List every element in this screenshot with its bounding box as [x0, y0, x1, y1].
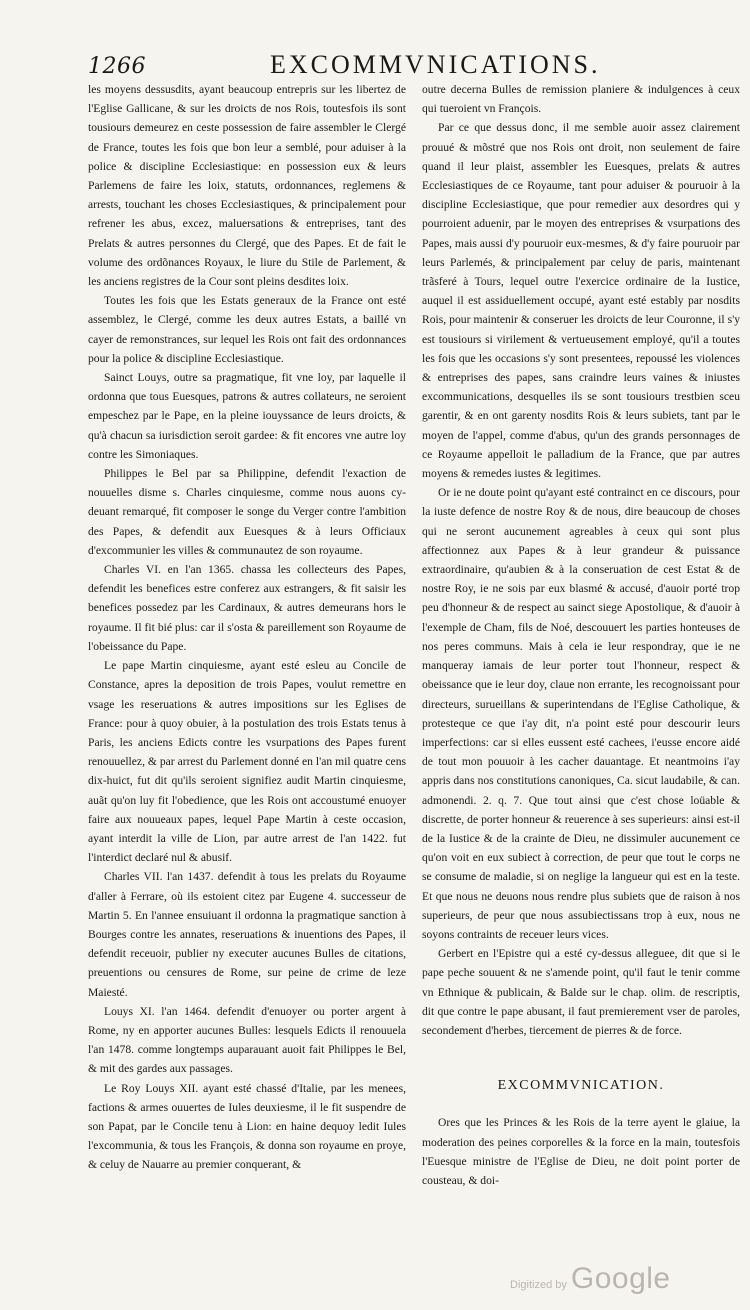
paragraph: Louys XI. l'an 1464. defendit d'enuoyer ou porter argent à Rome, ny en apporter aucunes Bulles: lesquels Edicts il renouuela l'an 1478. comme longtemps auparauant auoit fait Philippes le Bel, & mit des gardes aux passages.: [88, 1004, 406, 1076]
paragraph: outre decerna Bulles de remission planiere & indulgences à ceux qui tueroient vn François.: [422, 83, 740, 116]
section-heading: EXCOMMVNICATION.: [497, 1078, 665, 1094]
paragraph: Or ie ne doute point qu'ayant esté contrainct en ce discours, pour la iuste defence de nostre Roy & de nous, dire beaucoup de choses qui ne seront aucunement agreables à ceux qui sont plus affectionnez aux Papes & à leur grandeur & puissance extraordinaire, qu'aubien & à la conseruation de cest Estat & de nostre Roy, ie ne sois par eux blasmé & accusé, d'auoir porté trop peu d'honneur & de respect au sainct siege Apostolique, & d'auoir à l'exemple de Cham, fils de Noé, descouuert les parties honteuses de nos peres communs. Mais à cela ie leur respondray, que ie ne manqueray iamais de leur porter tout l'honneur, respect & obeissance que ie leur doy, claue non errante, les recognoissant pour directeurs, surueillans & superintendans de l'Eglise Catholique, & protesteque ce que i'ay dit, n'a point esté pour descourir leurs imperfections: car si elles eussent esté cachees, i'eusse encore aidé de tout mon pouuoir à les cacher dauantage. Et neantmoins i'ay appris dans nos constitutions canoniques, Ca. sicut laudabile, & can. admonendi. 2. q. 7. Que tout ainsi que c'est chose loüable & discrette, de porter honneur & reuerence à ses superieurs: ainsi est-il de la Iustice & de la crainte de Dieu, ne dissimuler aucunement ce qu'on voit en eux subiect à correction, de peur que tout le corps ne se consume de maladie, si on neglige la langueur qui est en la teste. Et que nous ne deuons nous rendre plus subiets que de raison à nos superieurs, de peur que nous assubiectissans trop à eux, nous ne soyons contraints de receuer leurs vices.: [422, 486, 740, 941]
paragraph: Par ce que dessus donc, il me semble auoir assez clairement prouué & mõstré que nos Rois ont droit, non seulement de faire quand il leur plaist, assembler les Euesques, prelats & autres Ecclesiastiques de ce Royaume, tant pour aduiser & pouruoir à la discipline Ecclesiastique, que pour remedier aux desordres qui y pourroient aduenir, par le moyen des entreprises & vsurpations des Papes, mais aussi d'y pouruoir eux-mesmes, & d'y faire pouruoir par leurs Parlemés, & principalement par celuy de paris, maintenant trãsferé à Tours, lequel outre l'exercice ordinaire de la Iustice, auquel il est assiduellement occupé, ayant esté estably par nosdits Rois, pour maintenir & conseruer les droicts de leur Couronne, il s'y est tousiours si virilement & vertueusement employé, qu'il a toutes les fois que les occasions s'y sont presentees, repoussé les violences & entreprises des papes, sans craindre leurs vaines & iniustes excommunications, desquelles ils se sont tousiours trestbien sceu garentir, & en ont garenty nosdits Rois & leurs subiets, tant par le moyen de l'appel, comme d'abus, qu'un des grands personnages de ce Royaume appelloit le palladium de la France, que par autres moyens & remedes iustes & legitimes.: [422, 121, 740, 481]
paragraph: Philippes le Bel par sa Philippine, defendit l'exaction de nouuelles disme s. Charles cinquiesme, comme nous auons cy-deuant remarqué, fit composer le songe du Verger contre l'ambition des Papes, & defendit aux Euesques & à leurs Officiaux d'excommunier les villes & communautez de son royaume.: [88, 467, 406, 557]
paragraph: les moyens dessusdits, ayant beaucoup entrepris sur les libertez de l'Eglise Gallicane, & sur les droicts de nos Rois, toutesfois ils sont tousiours demeurez en ceste possession de faire assembler le Clergé de France, toutes les fois que bon leur a semblé, pour aduiser à la police & discipline Ecclesiastique: en possession eux & leurs Parlemens de faire les loix, statuts, ordonnances, reglemens & arrests, touchant les choses Ecclesiastiques, & principalement pour refrener les abus, excez, maluersations & entreprises, tant des Prelats & autres personnes du Clergé, que des Papes. Et de fait le volume des ordõnances Royaux, le liure du Stile de Parlement, & les anciens registres de la Cour sont pleins desdites loix.: [88, 83, 406, 289]
paragraph: Ores que les Princes & les Rois de la terre ayent le glaiue, la moderation des peines corporelles & la force en la main, toutesfois l'Euesque ministre de l'Eglise de Dieu, ne doit point porter de cousteau, & doi-: [422, 1116, 740, 1187]
paragraph: Toutes les fois que les Estats generaux de la France ont esté assemblez, le Clergé, comme les deux autres Estats, a baillé vn cayer de remonstrances, sur lequel les Rois ont fait des ordonnances pour la police & discipline Ecclesiastique.: [88, 294, 406, 365]
paragraph: Sainct Louys, outre sa pragmatique, fit vne loy, par laquelle il ordonna que tous Euesques, patrons & autres collateurs, ne seroient empeschez par le Pape, en la pleine iouyssance de leurs droicts, & qu'à chacun sa iurisdiction seroit gardee: & fit encores vne autre loy contre les Simoniaques.: [88, 371, 406, 461]
left-column: [88, 80, 406, 1175]
right-column: [422, 80, 740, 1190]
watermark-prefix: Digitized by: [510, 1279, 567, 1291]
paragraph: Le Roy Louys XII. ayant esté chassé d'Italie, par les menees, factions & armes ouuertes de Iules deuxiesme, il le fit suspendre de son Papat, par le Concile tenu à Lion: en haine dequoy ledit Iules l'excommunia, & tous les François, & donna son royaume en proye, & celuy de Nauarre au premier conquerant, &: [88, 1081, 406, 1172]
paragraph: Gerbert en l'Epistre qui a esté cy-dessus alleguee, dit que si le pape peche souuent & ne s'amende point, qu'il faut le tenir comme vn Ethnique & publicain, & Balde sur le chap. olim. de rescriptis, dit que contre le pape abusant, il faut premierement vser de paroles, secondement d'herbes, tiercement de pierres & de force.: [422, 947, 740, 1037]
paragraph: Charles VI. en l'an 1365. chassa les collecteurs des Papes, defendit les benefices estre conferez aux estrangers, & fit saisir les benefices possedez par les Cardinaux, & autres demeurans hors le royaume. Il fit bié plus: car il s'osta & pareillement son Royaume de l'obeissance du Pape.: [88, 563, 406, 653]
google-logo: Google: [570, 1262, 671, 1295]
paragraph: Charles VII. l'an 1437. defendit à tous les prelats du Royaume d'aller à Ferrare, où ils estoient citez par Eugene 4. successeur de Martin 5. En l'annee ensuiuant il ordonna la pragmatique sanction à Bourges contre les annates, reseruations & inuentions des Papes, il defendit receuoir, publier ny executer aucunes Bulles de citations, preuentions ou censures de Rome, sur peine de crime de leze Maiesté.: [88, 870, 406, 999]
page-number: 1266: [88, 54, 146, 79]
running-title: EXCOMMVNICATIONS.: [270, 50, 601, 79]
digitized-by-google-watermark: [510, 1262, 671, 1296]
paragraph: Le pape Martin cinquiesme, ayant esté esleu au Concile de Constance, apres la deposition de trois Papes, voulut remettre en vsage les reseruations & autres impositions sur les Eglises de France: pour à quoy obuier, à la postulation des trois Estats tenus à Paris, les anciens Edicts contre les vsurpations des Papes furent renouuellez, & par arrest du Parlement donné en l'an mil quatre cens dix-huict, fut dit qu'ils seroient signifiez audit Martin cinquiesme, auãt qu'on luy fit l'obedience, que les Rois ont accoustumé enuoyer faire aux nouueaux papes, lequel Pape Martin à ceste occasion, ayant interdit la ville de Lion, par autre arrest de l'an 1422. fut l'interdict declaré nul & abusif.: [88, 659, 406, 865]
